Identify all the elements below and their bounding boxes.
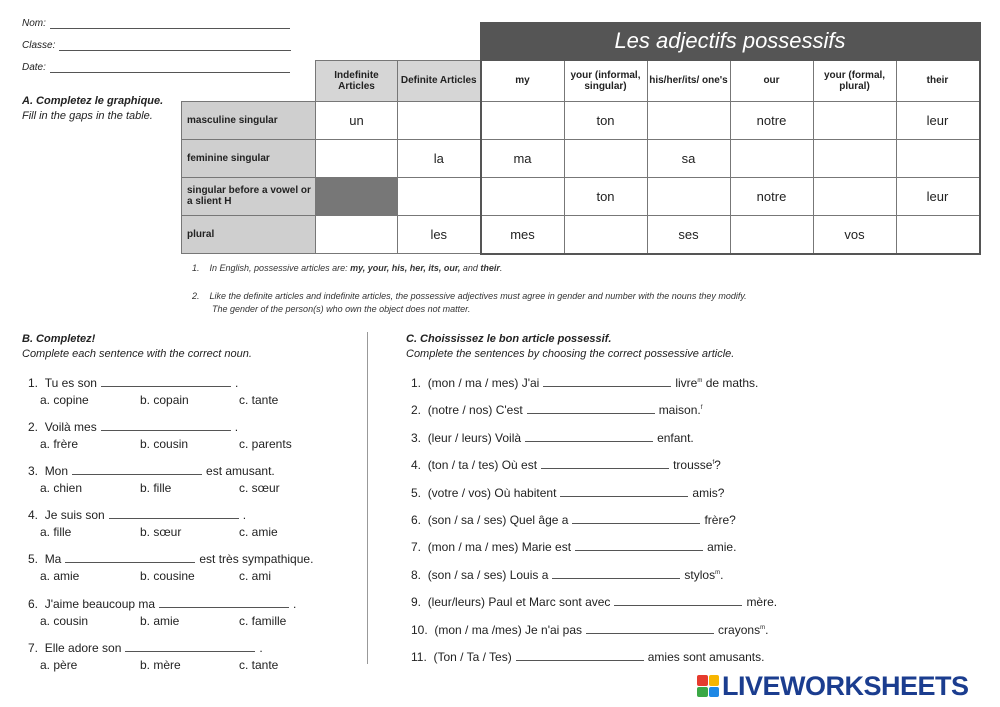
question-text: (Ton / Ta / Tes)	[433, 650, 512, 664]
question-text: Voilà mes	[44, 420, 97, 434]
option-b[interactable]: b. cousin	[140, 437, 189, 451]
answer-blank[interactable]	[72, 464, 202, 475]
answer-blank[interactable]	[125, 641, 255, 652]
question-end: de maths.	[702, 376, 759, 390]
table-cell: les	[398, 215, 481, 254]
question-text: (votre / vos) Où habitent	[427, 485, 557, 500]
answer-blank[interactable]	[516, 650, 644, 661]
question-text: Ma	[44, 552, 62, 566]
table-title: Les adjectifs possessifs	[481, 23, 980, 61]
logo-square-red	[697, 675, 708, 686]
section-b-title: B. Completez!	[22, 333, 96, 345]
table-cell: vos	[813, 215, 896, 254]
table-cell-input[interactable]	[896, 139, 980, 177]
question-tail: .	[259, 641, 263, 655]
question-number: 4.	[28, 508, 39, 522]
col-header: our	[730, 60, 813, 101]
question-tail: .	[234, 376, 239, 390]
question-end: .	[765, 622, 769, 637]
section-b-question	[28, 420, 238, 434]
table-cell-input[interactable]	[316, 139, 398, 177]
answer-blank[interactable]	[527, 403, 655, 414]
table-cell: un	[316, 101, 398, 139]
section-c-question	[411, 650, 764, 664]
table-cell: notre	[730, 177, 813, 215]
table-cell-shaded	[316, 177, 398, 215]
logo-text: LIVEWORKSHEETS	[722, 670, 969, 701]
answer-blank[interactable]	[109, 508, 239, 519]
answer-blank[interactable]	[575, 540, 703, 551]
option-c[interactable]: c. famille	[239, 614, 287, 628]
answer-blank[interactable]	[101, 420, 231, 431]
col-header: Definite Articles	[398, 60, 481, 101]
row-label: singular before a vowel or a slient H	[182, 177, 316, 215]
gender-marker: m	[697, 378, 703, 384]
section-a-heading	[22, 94, 163, 124]
table-cell-input[interactable]	[647, 101, 730, 139]
question-text: (mon / ma /mes) Je n'ai pas	[434, 622, 583, 637]
option-b[interactable]: b. mère	[140, 658, 181, 672]
section-c-question	[411, 431, 694, 445]
answer-blank[interactable]	[65, 552, 195, 563]
question-number: 4.	[411, 458, 422, 473]
question-end: ?	[714, 458, 721, 473]
col-header: your (formal, plural)	[813, 60, 896, 101]
question-tail: est amusant.	[206, 464, 275, 478]
question-number: 9.	[411, 595, 422, 610]
table-cell: ma	[481, 139, 565, 177]
question-number: 11.	[411, 650, 427, 664]
logo-square-blue	[709, 687, 720, 698]
table-cell: ton	[564, 177, 647, 215]
table-cell-input[interactable]	[730, 215, 813, 254]
section-a-title: A. Completez le graphique.	[22, 95, 164, 107]
question-tail: amies sont amusants.	[647, 650, 765, 664]
option-a[interactable]: a. fille	[40, 525, 72, 539]
question-text: (ton / ta / tes) Où est	[427, 458, 538, 473]
answer-blank[interactable]	[159, 597, 289, 608]
nom-label: Nom:	[22, 18, 46, 29]
answer-blank[interactable]	[541, 458, 669, 469]
possessive-table	[181, 22, 981, 255]
section-b-question	[28, 552, 313, 566]
question-text: Tu es son	[44, 376, 97, 390]
question-tail: mère.	[746, 595, 778, 610]
table-cell-input[interactable]	[647, 177, 730, 215]
section-c-question	[411, 623, 768, 637]
col-header: Indefinite Articles	[316, 60, 398, 101]
col-header: their	[896, 60, 980, 101]
section-b-instructions: Complete each sentence with the correct noun.	[22, 348, 252, 360]
option-c[interactable]: c. parents	[239, 437, 292, 451]
option-c[interactable]: c. ami	[239, 569, 272, 583]
question-text: (son / sa / ses) Quel âge a	[427, 513, 569, 527]
question-number: 10.	[411, 622, 428, 637]
section-b-question	[28, 597, 296, 611]
section-c-question	[411, 513, 736, 527]
table-cell-input[interactable]	[896, 215, 980, 254]
table-cell-input[interactable]	[564, 215, 647, 254]
question-tail: est très sympathique.	[199, 552, 314, 566]
question-number: 5.	[411, 485, 422, 500]
section-c-heading	[406, 332, 734, 362]
note-1: 1. In English, possessive articles are: my, your, his, her, its, our, and their.	[192, 263, 503, 273]
table-cell: mes	[481, 215, 565, 254]
section-b-question	[28, 376, 238, 390]
question-end: .	[720, 567, 724, 582]
section-c-question	[411, 568, 723, 582]
table-row	[182, 177, 980, 215]
note-2: 2. Like the definite articles and indefinite articles, the possessive adjectives must agree in gender and number with the nouns they modify. The gender of the person(s) who own the object does not matter.	[192, 291, 747, 314]
row-label: feminine singular	[182, 139, 316, 177]
option-a[interactable]: a. chien	[40, 481, 83, 495]
section-c-question	[411, 486, 724, 500]
table-cell: la	[398, 139, 481, 177]
question-tail: .	[242, 508, 247, 522]
option-c[interactable]: c. tante	[239, 658, 279, 672]
question-tail: trousse	[673, 458, 713, 473]
row-label: masculine singular	[182, 101, 316, 139]
table-cell-input[interactable]	[398, 101, 481, 139]
question-tail: .	[293, 597, 297, 611]
question-tail: stylos	[684, 567, 716, 582]
option-b[interactable]: b. copain	[140, 393, 189, 407]
table-cell-input[interactable]	[564, 139, 647, 177]
section-b-question	[28, 508, 246, 522]
option-b[interactable]: b. cousine	[140, 569, 195, 583]
question-text: Je suis son	[44, 508, 105, 522]
section-c-instructions: Complete the sentences by choosing the correct possessive article.	[406, 348, 735, 360]
answer-blank[interactable]	[552, 568, 680, 579]
option-a[interactable]: a. amie	[40, 569, 80, 583]
gender-marker: f	[712, 460, 715, 467]
logo-icon	[697, 675, 719, 697]
question-tail: .	[234, 420, 239, 434]
option-c[interactable]: c. tante	[239, 393, 279, 407]
question-tail: frère?	[704, 513, 736, 527]
question-tail: amie.	[707, 540, 737, 555]
section-b-heading	[22, 332, 252, 362]
table-cell: leur	[896, 177, 980, 215]
question-number: 7.	[28, 641, 39, 655]
option-a[interactable]: a. père	[40, 658, 78, 672]
question-number: 1.	[28, 376, 39, 390]
option-b[interactable]: b. amie	[140, 614, 180, 628]
section-c-question	[411, 595, 777, 609]
question-number: 2.	[28, 420, 39, 434]
section-c-question	[411, 403, 702, 417]
section-c-question	[411, 458, 721, 472]
table-cell: sa	[647, 139, 730, 177]
table-cell: ses	[647, 215, 730, 254]
date-label: Date:	[22, 62, 46, 73]
answer-blank[interactable]	[525, 431, 653, 442]
question-number: 3.	[411, 430, 422, 445]
option-a[interactable]: a. copine	[40, 393, 89, 407]
table-cell-input[interactable]	[813, 177, 896, 215]
answer-blank[interactable]	[614, 595, 742, 606]
table-cell-input[interactable]	[481, 177, 565, 215]
question-tail: maison.	[658, 403, 701, 418]
question-text: J'aime beaucoup ma	[44, 597, 156, 611]
table-cell-input[interactable]	[730, 139, 813, 177]
section-b-question	[28, 464, 275, 478]
section-a-instructions: Fill in the gaps in the table.	[22, 110, 153, 122]
table-cell: leur	[896, 101, 980, 139]
option-b[interactable]: b. sœur	[140, 525, 182, 539]
gender-marker: m	[715, 569, 721, 576]
question-number: 6.	[411, 513, 422, 527]
table-cell: notre	[730, 101, 813, 139]
question-tail: crayons	[718, 622, 761, 637]
table-cell-input[interactable]	[813, 139, 896, 177]
option-b[interactable]: b. fille	[140, 481, 172, 495]
table-row	[182, 139, 980, 177]
question-text: Elle adore son	[44, 641, 122, 655]
answer-blank[interactable]	[572, 513, 700, 524]
col-header: his/her/its/ one's	[647, 60, 730, 101]
question-number: 6.	[28, 597, 39, 611]
section-c-title: C. Choississez le bon article possessif.	[406, 333, 612, 345]
section-c-question	[411, 376, 758, 390]
answer-blank[interactable]	[560, 486, 688, 497]
table-cell-input[interactable]	[398, 177, 481, 215]
liveworksheets-logo	[697, 672, 969, 700]
question-number: 2.	[411, 403, 422, 418]
question-number: 7.	[411, 540, 422, 555]
section-c-question	[411, 540, 736, 554]
logo-square-yellow	[709, 675, 720, 686]
question-text: (leur / leurs) Voilà	[427, 430, 522, 445]
col-header: my	[481, 60, 565, 101]
question-number: 1.	[411, 376, 422, 390]
option-a[interactable]: a. frère	[40, 437, 79, 451]
option-c[interactable]: c. sœur	[239, 481, 280, 495]
option-c[interactable]: c. amie	[239, 525, 278, 539]
table-cell-input[interactable]	[481, 101, 565, 139]
option-a[interactable]: a. cousin	[40, 614, 89, 628]
question-number: 3.	[28, 464, 39, 478]
table-cell: ton	[564, 101, 647, 139]
gender-marker: m	[760, 624, 766, 631]
question-text: (mon / ma / mes) Marie est	[427, 540, 572, 555]
column-divider	[367, 332, 368, 664]
table-row	[182, 215, 980, 254]
question-number: 8.	[411, 567, 422, 582]
section-b-question	[28, 641, 263, 655]
question-tail: livre	[675, 376, 698, 390]
question-text: (notre / nos) C'est	[427, 403, 523, 418]
answer-blank[interactable]	[586, 623, 714, 634]
question-text: Mon	[44, 464, 69, 478]
col-header: your (informal, singular)	[564, 60, 647, 101]
logo-square-green	[697, 687, 708, 698]
question-text: (mon / ma / mes) J'ai	[427, 376, 540, 390]
question-text: (leur/leurs) Paul et Marc sont avec	[427, 595, 611, 610]
answer-blank[interactable]	[101, 376, 231, 387]
table-row	[182, 101, 980, 139]
table-cell-input[interactable]	[316, 215, 398, 254]
question-number: 5.	[28, 552, 39, 566]
question-text: (son / sa / ses) Louis a	[427, 567, 549, 582]
question-tail: enfant.	[657, 430, 694, 445]
table-cell-input[interactable]	[813, 101, 896, 139]
classe-label: Classe:	[22, 40, 56, 51]
gender-marker: f	[700, 405, 703, 412]
question-tail: amis?	[692, 485, 725, 500]
answer-blank[interactable]	[543, 376, 671, 387]
row-label: plural	[182, 215, 316, 254]
